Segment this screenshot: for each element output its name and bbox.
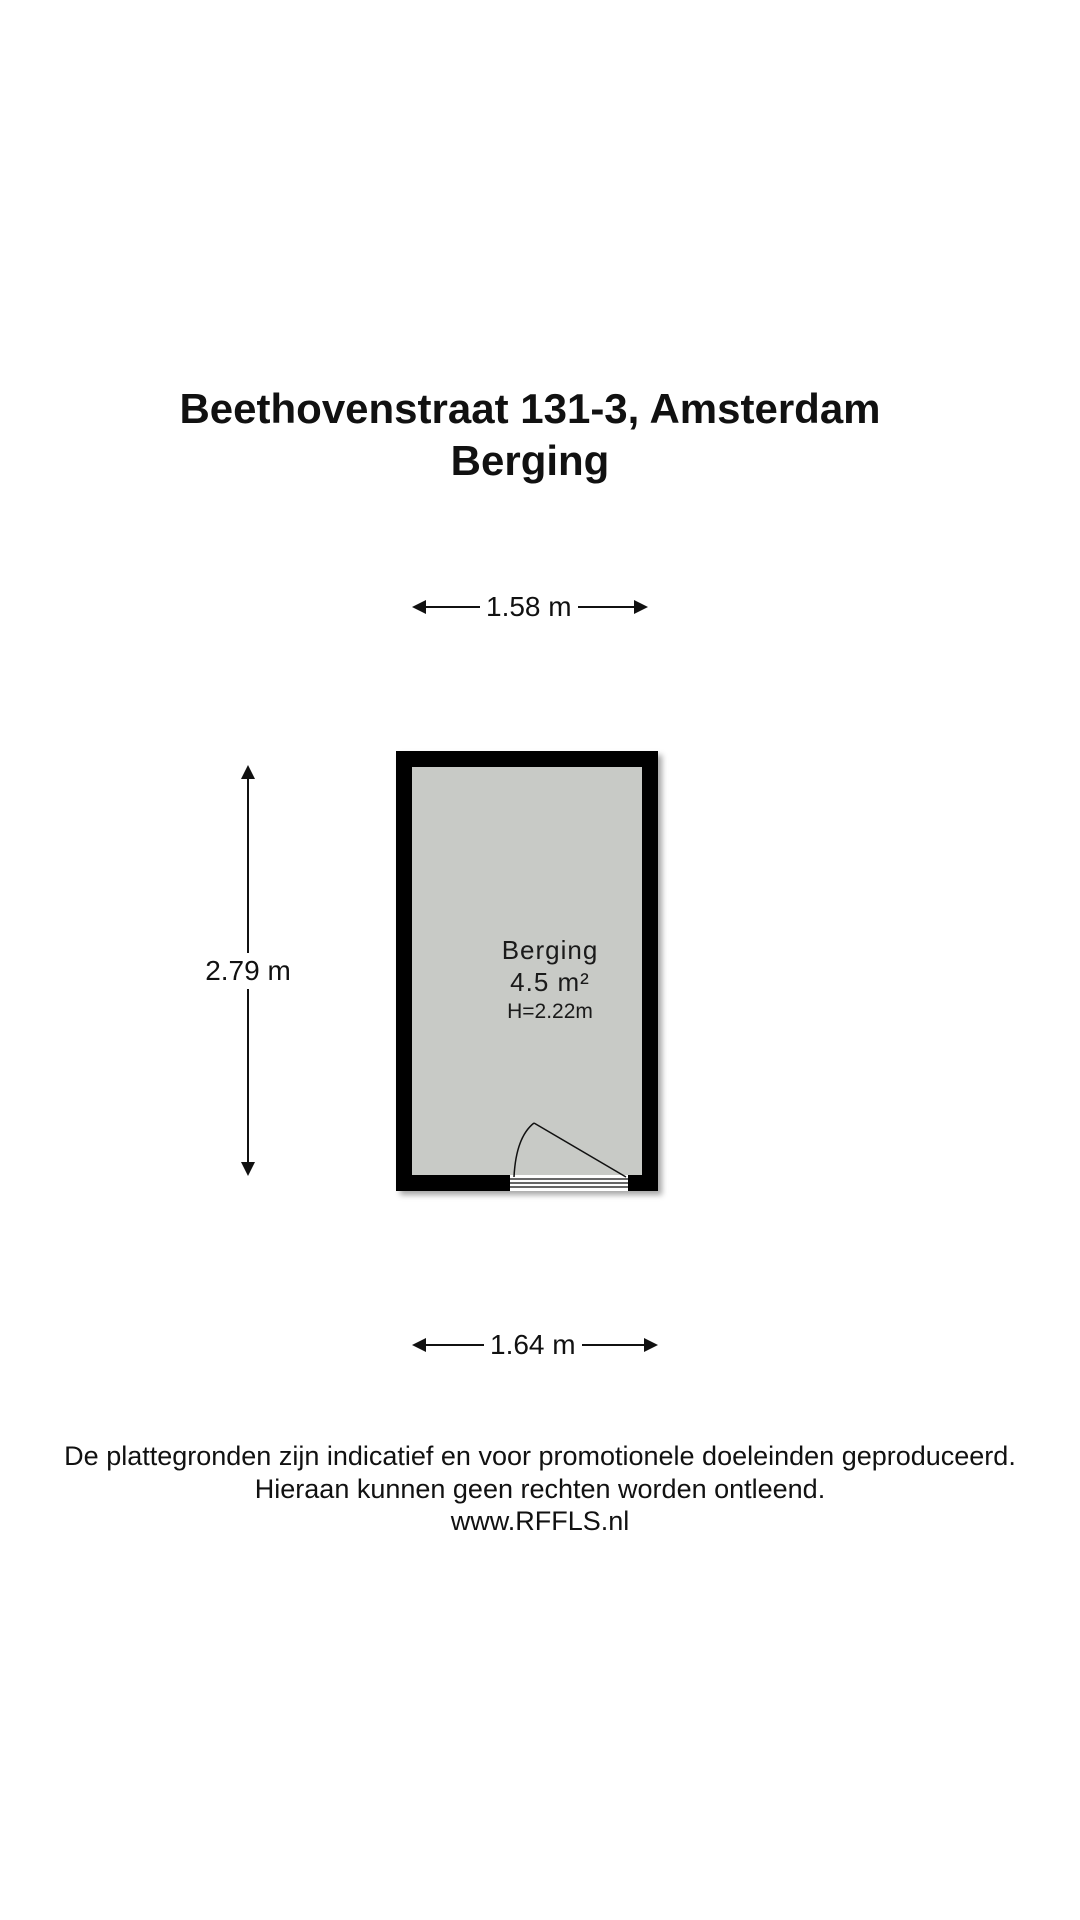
door-jamb (628, 1175, 636, 1191)
disclaimer-line-2: Hieraan kunnen geen rechten worden ontleend. (254, 1474, 826, 1504)
arrow-right-icon (634, 600, 648, 614)
wall-segment (642, 767, 646, 827)
bottom-width-label: 1.64 m (484, 1325, 582, 1365)
top-dimension (412, 587, 648, 627)
arrow-down-icon (241, 1162, 255, 1176)
floor-title: Berging (450, 437, 610, 484)
arrow-right-icon (644, 1338, 658, 1352)
top-width-label: 1.58 m (480, 587, 578, 627)
wall-segment (642, 835, 648, 895)
website-link[interactable]: www.RFFLS.nl (450, 1506, 630, 1536)
address-title: Beethovenstraat 131-3, Amsterdam (179, 385, 881, 432)
disclaimer-line-1: De plattegronden zijn indicatief en voor promotionele doeleinden geproduceerd. (64, 1441, 1016, 1471)
door-jamb (502, 1175, 510, 1191)
left-height-label: 2.79 m (198, 953, 298, 989)
room-name: Berging (501, 935, 599, 965)
room-area: 4.5 m² (510, 967, 590, 997)
room-height: H=2.22m (507, 1000, 593, 1023)
bottom-dimension (412, 1325, 658, 1365)
